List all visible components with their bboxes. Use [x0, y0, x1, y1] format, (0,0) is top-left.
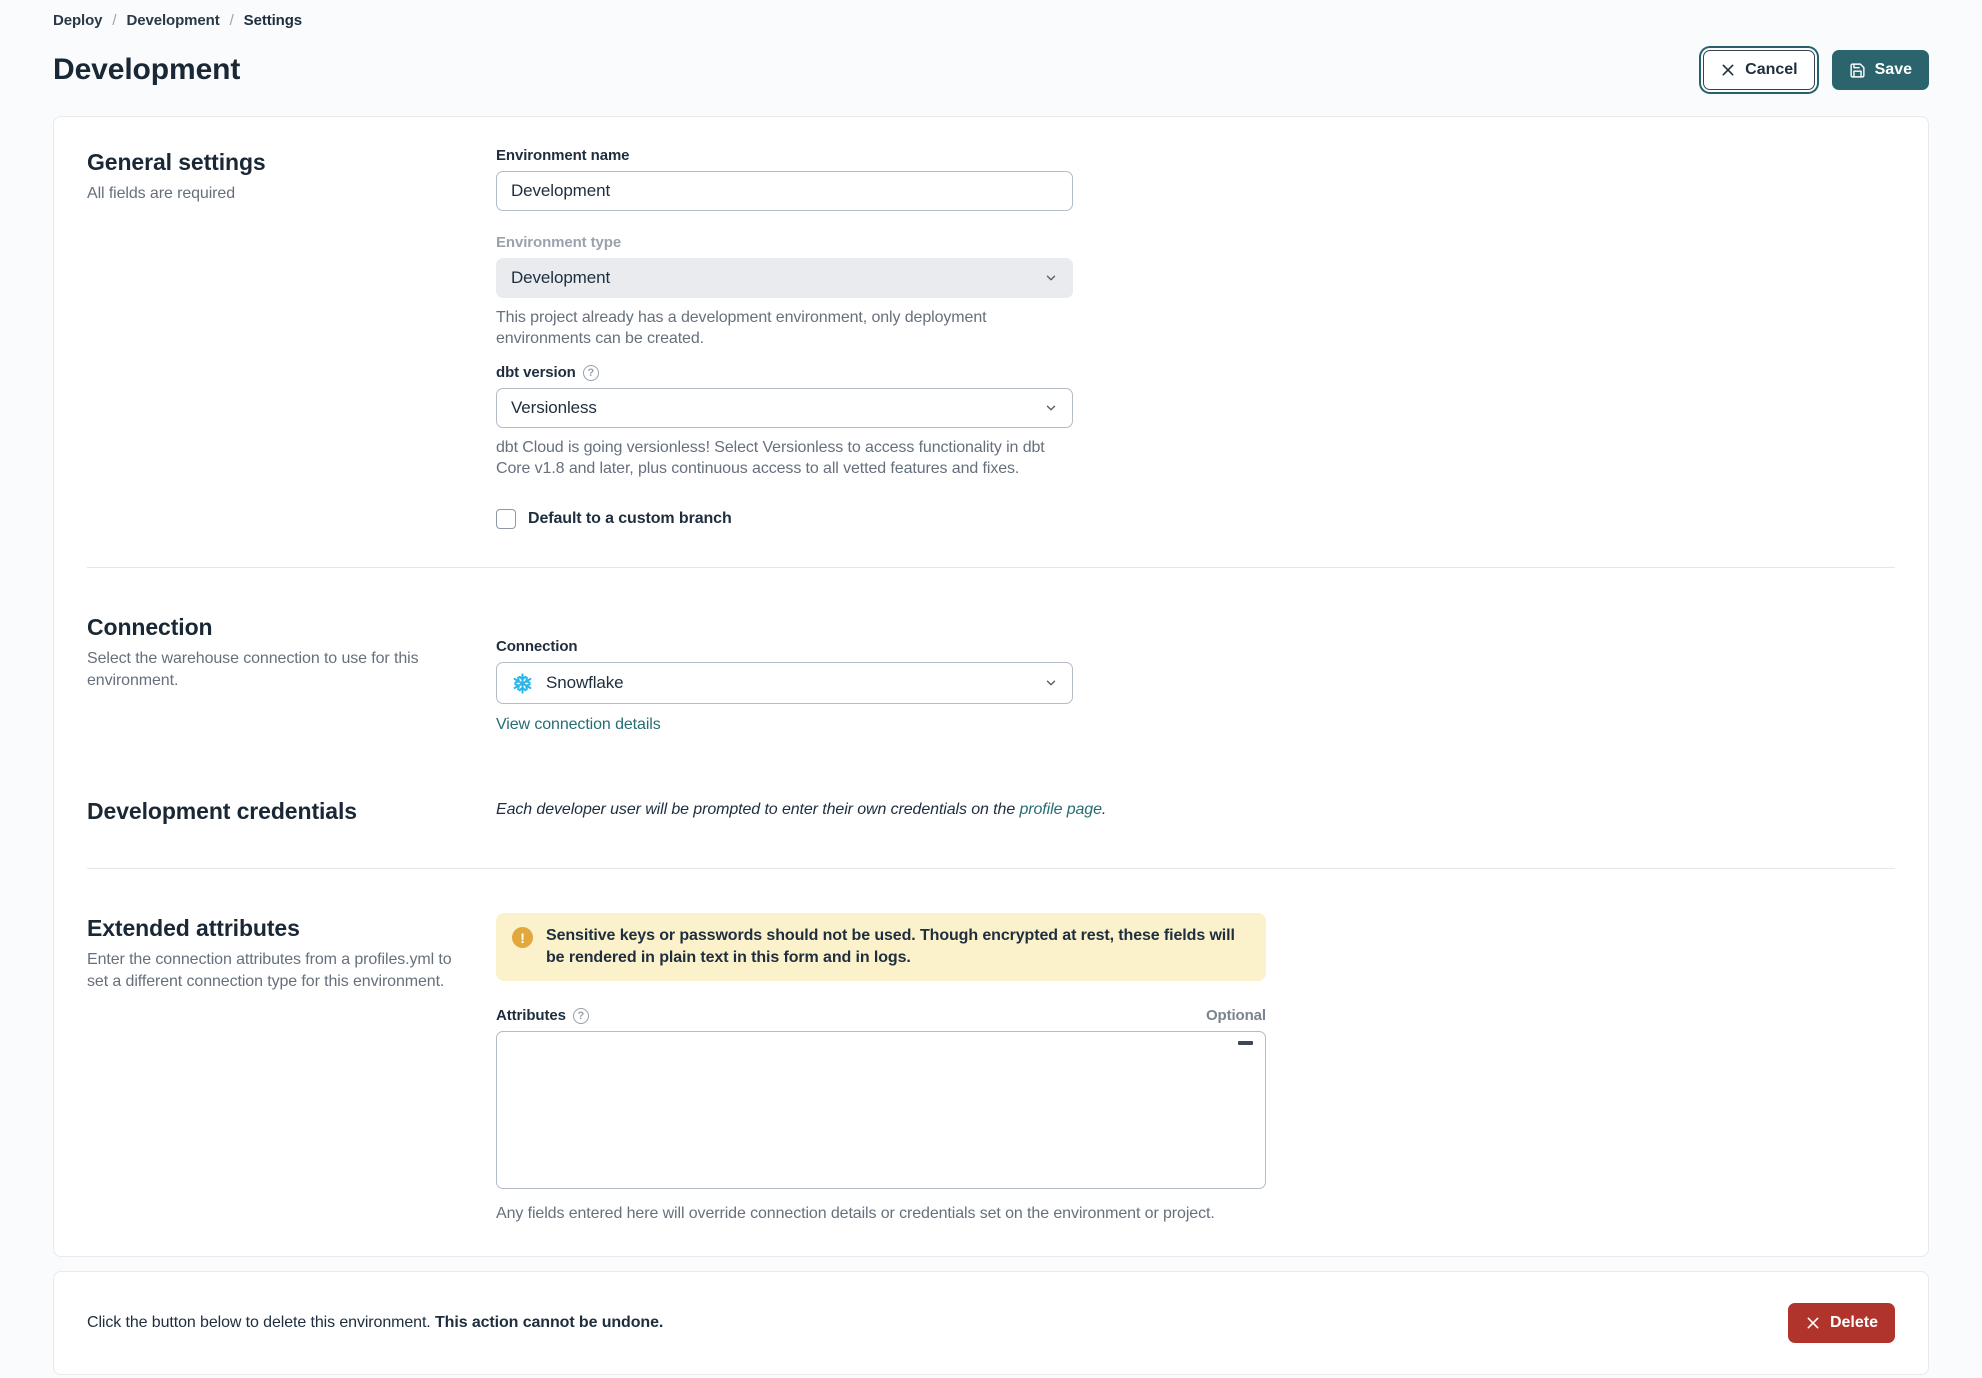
custom-branch-checkbox-row[interactable]: [496, 509, 1895, 529]
close-icon: [1720, 62, 1736, 78]
general-settings-heading: General settings: [87, 149, 266, 175]
optional-badge: Optional: [1205, 1007, 1266, 1024]
extended-form: [496, 913, 1895, 1224]
dbt-version-select[interactable]: [496, 388, 1073, 428]
breadcrumb-separator: /: [229, 12, 234, 29]
breadcrumb-settings: Settings: [243, 12, 303, 29]
chevron-down-icon: [1044, 271, 1058, 285]
page-header: [53, 50, 1929, 90]
warning-icon: !: [512, 927, 533, 948]
environment-name-input[interactable]: [496, 171, 1073, 211]
attributes-helper: Any fields entered here will override connection details or credentials set on the environment or project.: [496, 1205, 1215, 1222]
dbt-version-value: Versionless: [511, 398, 597, 417]
development-credentials-section: [87, 734, 1895, 868]
general-settings-section: [87, 117, 1895, 567]
save-icon: [1849, 62, 1866, 79]
breadcrumb-deploy[interactable]: Deploy: [53, 12, 103, 29]
chevron-down-icon: [1044, 676, 1058, 690]
connection-left: [87, 612, 496, 734]
environment-type-value: Development: [511, 268, 611, 287]
environment-name-label: Environment name: [496, 147, 630, 164]
credentials-note: [496, 796, 1895, 826]
connection-field-label: Connection: [496, 638, 578, 655]
snowflake-icon: [511, 672, 534, 695]
header-actions: [1703, 50, 1929, 90]
dbt-version-helper: dbt Cloud is going versionless! Select Versionless to access functionality in dbt Core v1.8 and later, plus continuous access to all vetted features and fixes.: [496, 439, 1045, 477]
attributes-label-row: [496, 1007, 1266, 1024]
attributes-label: Attributes ?: [496, 1007, 589, 1024]
general-settings-form: [496, 147, 1895, 529]
cancel-button-label: Cancel: [1745, 61, 1798, 78]
cancel-button[interactable]: [1703, 50, 1814, 90]
breadcrumb-development[interactable]: Development: [126, 12, 220, 29]
connection-heading: Connection: [87, 614, 213, 640]
attributes-textarea[interactable]: [496, 1031, 1266, 1189]
extended-attributes-subheading: Enter the connection attributes from a profiles.yml to set a different connection type for this environment.: [87, 951, 452, 990]
extended-attributes-heading: Extended attributes: [87, 915, 300, 941]
dbt-version-label: dbt version ?: [496, 364, 1895, 381]
connection-value: Snowflake: [546, 673, 624, 692]
environment-type-helper: This project already has a development environment, only deployment environments can be created.: [496, 309, 987, 347]
environment-type-label: Environment type: [496, 234, 622, 251]
delete-warning-bold: This action cannot be undone.: [435, 1314, 664, 1331]
environment-type-select: [496, 258, 1073, 298]
connection-subheading: Select the warehouse connection to use for this environment.: [87, 650, 419, 689]
chevron-down-icon: [1044, 401, 1058, 415]
credentials-left: [87, 796, 496, 826]
close-icon: [1805, 1315, 1821, 1331]
general-settings-subheading: All fields are required: [87, 185, 235, 202]
page-title: Development: [53, 53, 241, 86]
connection-section: [87, 568, 1895, 734]
save-button[interactable]: [1832, 50, 1929, 90]
extended-left: [87, 913, 496, 1224]
collapse-fold-icon[interactable]: [1238, 1041, 1253, 1045]
delete-button-label: Delete: [1829, 1314, 1878, 1331]
help-icon[interactable]: ?: [583, 365, 599, 381]
custom-branch-label: Default to a custom branch: [528, 510, 732, 527]
attributes-editor: [496, 1031, 1266, 1194]
credentials-note-period: .: [1101, 801, 1107, 818]
breadcrumb: [53, 10, 1929, 29]
connection-select[interactable]: [496, 662, 1073, 704]
development-credentials-heading: Development credentials: [87, 798, 357, 824]
delete-warning-text: Click the button below to delete this environment. This action cannot be undone.: [87, 1314, 664, 1331]
view-connection-details-link[interactable]: View connection details: [496, 716, 661, 733]
credentials-note-text: Each developer user will be prompted to enter their own credentials on the: [496, 801, 1020, 818]
connection-form: [496, 638, 1895, 734]
delete-environment-card: [53, 1271, 1929, 1375]
settings-card: [53, 116, 1929, 1257]
general-settings-left: [87, 147, 496, 529]
warning-text: Sensitive keys or passwords should not be used. Though encrypted at rest, these fields will be rendered in plain text in this form and in logs.: [546, 927, 1235, 966]
profile-page-link[interactable]: profile page: [1019, 801, 1102, 818]
breadcrumb-separator: /: [112, 12, 117, 29]
save-button-label: Save: [1874, 61, 1912, 78]
custom-branch-checkbox[interactable]: [496, 509, 516, 529]
delete-button[interactable]: [1788, 1303, 1895, 1343]
sensitive-keys-warning-banner: [496, 913, 1266, 981]
extended-attributes-section: [87, 869, 1895, 1256]
help-icon[interactable]: ?: [573, 1008, 589, 1024]
